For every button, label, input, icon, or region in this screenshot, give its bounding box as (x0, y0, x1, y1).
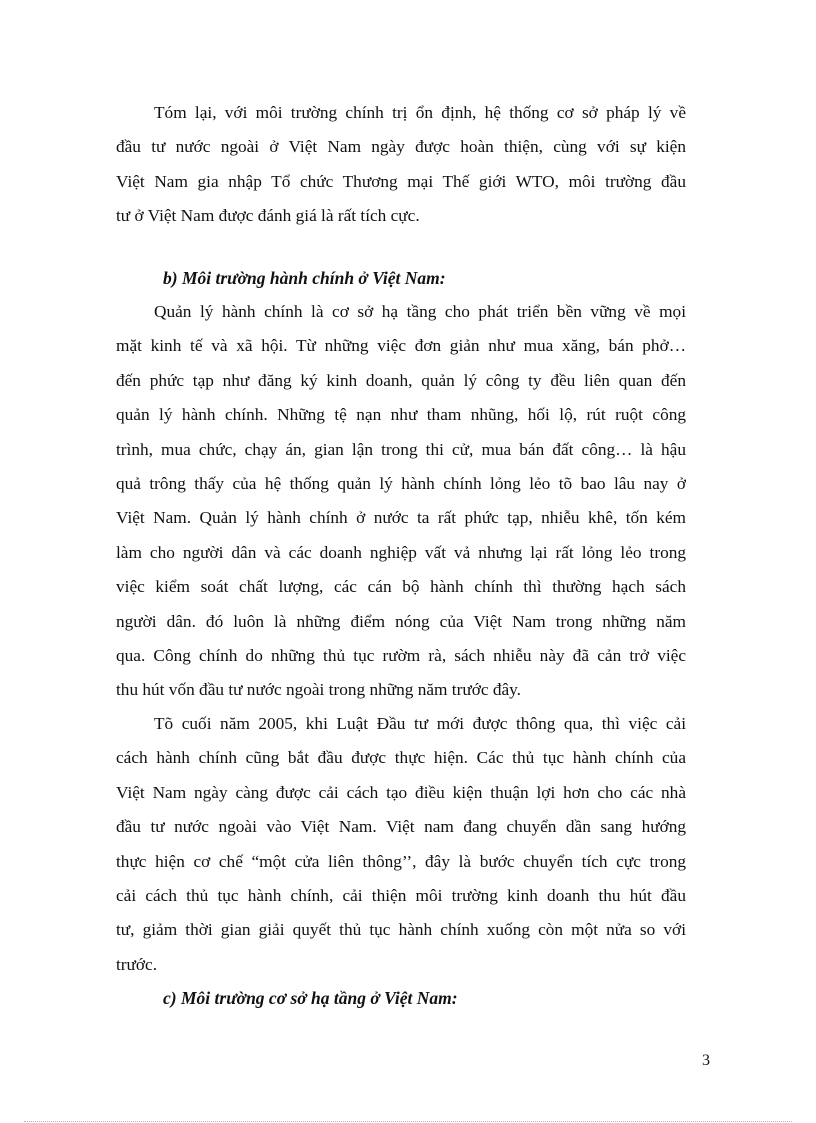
paragraph-line: Quản lý hành chính là cơ sở hạ tầng cho phát triển bền vững về mọi (154, 302, 686, 321)
paragraph-line: thực hiện cơ chế “một cửa liên thông’’, đây là bước chuyển tích cực trong (116, 851, 686, 871)
paragraph-line: làm cho người dân và các doanh nghiệp vất vả nhưng lại rất lỏng lẻo trong (116, 542, 686, 562)
section-heading-c: c) Môi trường cơ sở hạ tầng ở Việt Nam: (163, 988, 458, 1008)
paragraph-line: quản lý hành chính. Những tệ nạn như tham nhũng, hối lộ, rút ruột công (116, 405, 686, 425)
paragraph-line: thu hút vốn đầu tư nước ngoài trong những năm trước đây. (116, 680, 521, 700)
paragraph-line: đến phức tạp như đăng ký kinh doanh, quản lý công ty đều liên quan đến (116, 370, 686, 390)
footer-divider (24, 1121, 792, 1122)
paragraph-3 (116, 707, 686, 982)
page-number: 3 (702, 1052, 710, 1069)
paragraph-line: cải cách thủ tục hành chính, cải thiện môi trường kinh doanh thu hút đầu (116, 885, 686, 905)
paragraph-line: quả trông thấy của hệ thống quản lý hành chính lỏng lẻo tõ bao lâu nay ở (116, 473, 686, 493)
paragraph-line: đầu tư nước ngoài ở Việt Nam ngày được hoàn thiện, cùng với sự kiện (116, 137, 686, 157)
paragraph-line: Việt Nam. Quản lý hành chính ở nước ta rất phức tạp, nhiễu khê, tốn kém (116, 508, 686, 528)
section-heading-b: b) Môi trường hành chính ở Việt Nam: (163, 268, 446, 288)
paragraph-line: Việt Nam ngày càng được cải cách tạo điều kiện thuận lợi hơn cho các nhà (116, 782, 686, 802)
paragraph-line: qua. Công chính do những thủ tục rườm rà, sách nhiễu này đã cản trở việc (116, 645, 686, 665)
paragraph-2 (116, 295, 686, 708)
paragraph-line: Tóm lại, với môi trường chính trị ổn định, hệ thống cơ sở pháp lý về (154, 103, 686, 122)
paragraph-line: mặt kinh tế và xã hội. Từ những việc đơn giản như mua xăng, bán phở… (116, 336, 686, 356)
paragraph-1 (116, 96, 686, 234)
paragraph-line: việc kiểm soát chất lượng, các cán bộ hành chính thì thường hạch sách (116, 577, 686, 597)
paragraph-line: Tõ cuối năm 2005, khi Luật Đầu tư mới được thông qua, thì việc cải (154, 714, 686, 733)
paragraph-line: đầu tư nước ngoài vào Việt Nam. Việt nam đang chuyển dần sang hướng (116, 817, 686, 837)
paragraph-line: trình, mua chức, chạy án, gian lận trong thi cử, mua bán đất công… là hậu (116, 439, 686, 459)
paragraph-line: Việt Nam gia nhập Tổ chức Thương mại Thế giới WTO, môi trường đầu (116, 171, 686, 191)
paragraph-line: trước. (116, 954, 158, 974)
paragraph-line: người dân. đó luôn là những điểm nóng của Việt Nam trong những năm (116, 611, 686, 631)
paragraph-line: cách hành chính cũng bắt đầu được thực hiện. Các thủ tục hành chính của (116, 748, 686, 768)
paragraph-line: tư, giảm thời gian giải quyết thủ tục hành chính xuống còn một nửa so với (116, 920, 686, 940)
paragraph-line: tư ở Việt Nam được đánh giá là rất tích cực. (116, 206, 420, 226)
